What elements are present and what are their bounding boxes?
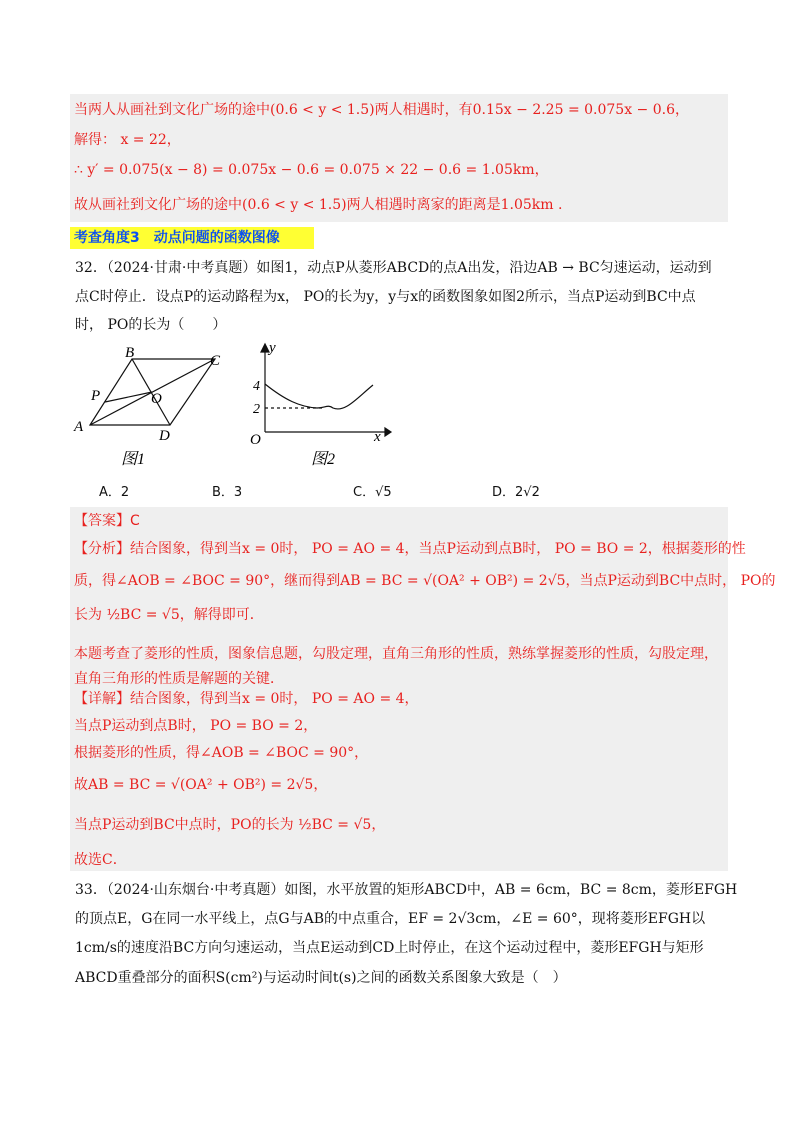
- graph-curve: [265, 384, 373, 409]
- q33-line-3: 1cm/s的速度沿BC方向匀速运动，当点E运动到CD上时停止，在这个运动过程中，菱形EFGH与矩形: [75, 940, 704, 956]
- figure-1-caption: 图1: [121, 451, 146, 468]
- option-b: B．3: [212, 485, 243, 500]
- q32-line-2: 点C时停止．设点P的运动路程为x， PO的长为y，y与x的函数图象如图2所示，当点P运动到BC中点: [75, 289, 696, 305]
- detail-line-4: 故AB = BC = √(OA² + OB²) = 2√5，: [74, 777, 328, 793]
- q33-line-2: 的顶点E，G在同一水平线上，点G与AB的中点重合，EF = 2√3cm，∠E = 60°，现将菱形EFGH以: [75, 911, 706, 927]
- option-c: C．√5: [353, 485, 392, 500]
- q33-line-4: ABCD重叠部分的面积S(cm²)与运动时间t(s)之间的函数关系图象大致是（ ）: [75, 970, 567, 986]
- prev-line-3: ∴ y′ = 0.075(x − 8) = 0.075x − 0.6 = 0.075 × 22 − 0.6 = 1.05km，: [74, 162, 549, 178]
- tick-4: 4: [253, 379, 260, 394]
- label-c: C: [210, 353, 221, 369]
- option-a: A．2: [99, 485, 130, 500]
- figure-2-caption: 图2: [311, 451, 336, 468]
- q33-line-1: 33．（2024·山东烟台·中考真题）如图，水平放置的矩形ABCD中，AB = 6cm，BC = 8cm，菱形EFGH: [75, 882, 738, 898]
- label-b: B: [125, 345, 135, 361]
- q32-line-3: 时， PO的长为（ ）: [75, 317, 227, 333]
- prev-line-4: 故从画社到文化广场的途中(0.6 < y < 1.5)两人相遇时离家的距离是1.05km .: [74, 197, 563, 213]
- figure-1-rhombus: [65, 345, 245, 470]
- analysis-line-3: 长为 ½BC = √5，解得即可．: [74, 607, 264, 623]
- axis-label-x: x: [374, 429, 381, 445]
- detail-line-1: 【详解】结合图象，得到当x = 0时， PO = AO = 4，: [74, 691, 419, 707]
- detail-line-6: 故选C．: [74, 852, 127, 868]
- detail-line-5: 当点P运动到BC中点时，PO的长为 ½BC = √5，: [74, 817, 386, 833]
- answer-line: 【答案】C: [74, 513, 140, 529]
- analysis-line-2: 质，得∠AOB = ∠BOC = 90°，继而得到AB = BC = √(OA² + OB²) = 2√5，当点P运动到BC中点时， PO的: [74, 573, 776, 589]
- summary-line-2: 直角三角形的性质是解题的关键．: [74, 671, 284, 687]
- origin-label: O: [250, 432, 261, 448]
- figure-2-graph: [245, 338, 395, 470]
- label-p: P: [91, 388, 101, 404]
- q32-line-1: 32．（2024·甘肃·中考真题）如图1，动点P从菱形ABCD的点A出发，沿边AB → BC匀速运动，运动到: [75, 260, 712, 276]
- label-a: A: [74, 419, 84, 435]
- label-o: O: [151, 391, 162, 407]
- y-axis-arrow: [261, 344, 269, 352]
- summary-line-1: 本题考查了菱形的性质，图象信息题，勾股定理，直角三角形的性质，熟练掌握菱形的性质，勾股定理，: [74, 646, 718, 662]
- detail-line-2: 当点P运动到点B时， PO = BO = 2，: [74, 718, 318, 734]
- label-d: D: [159, 428, 170, 444]
- option-d: D．2√2: [492, 485, 540, 500]
- tick-2: 2: [253, 402, 260, 417]
- prev-line-2: 解得： x = 22，: [74, 132, 181, 148]
- prev-line-1: 当两人从画社到文化广场的途中(0.6 < y < 1.5)两人相遇时，有0.15x − 2.25 = 0.075x − 0.6，: [74, 102, 689, 118]
- detail-line-3: 根据菱形的性质，得∠AOB = ∠BOC = 90°，: [74, 745, 369, 761]
- segment-po: [105, 392, 152, 402]
- section-heading: 考查角度3 动点问题的函数图像: [70, 227, 314, 249]
- analysis-line-1: 【分析】结合图象，得到当x = 0时， PO = AO = 4，当点P运动到点B时， PO = BO = 2，根据菱形的性: [74, 541, 746, 557]
- axis-label-y: y: [269, 340, 276, 356]
- x-axis-arrow: [385, 428, 391, 436]
